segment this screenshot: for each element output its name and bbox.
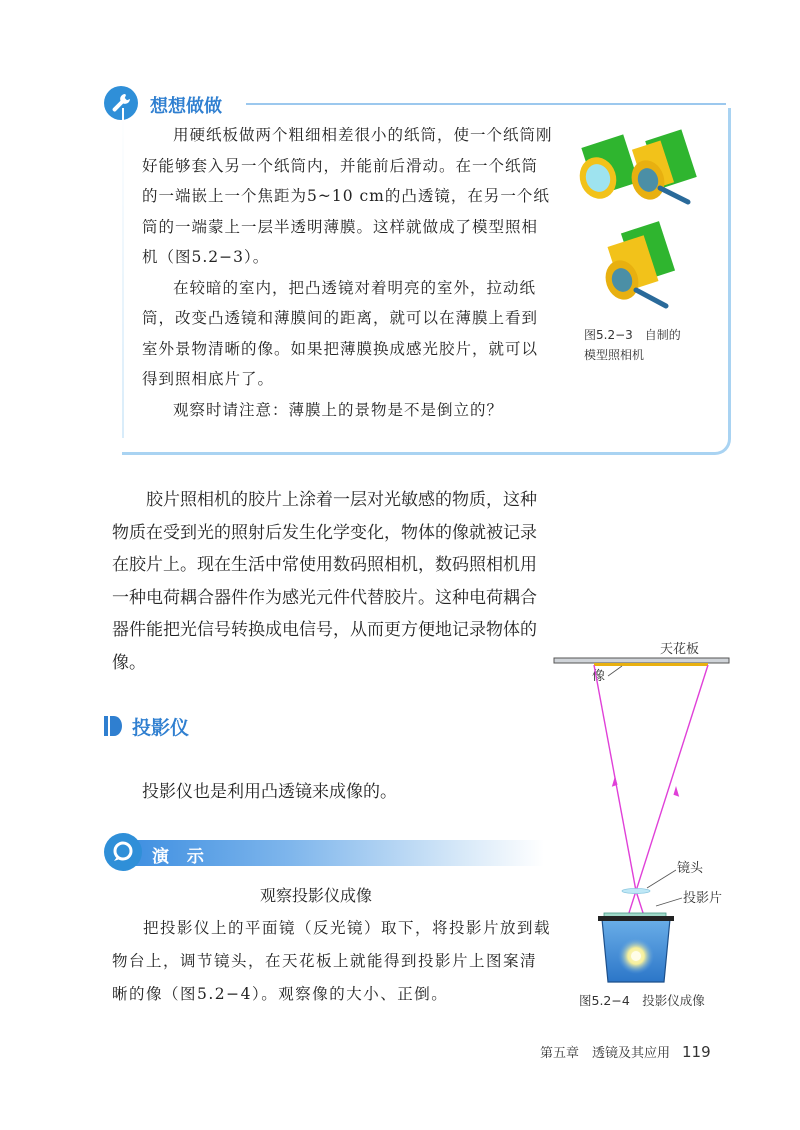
caption-line-1: 图5.2−3 自制的 — [584, 328, 681, 342]
label-lens: 镜头 — [677, 861, 704, 876]
think-do-paragraph-3: 观察时请注意：薄膜上的景物是不是倒立的？ — [173, 400, 504, 419]
demo-heading: 观察投影仪成像 — [260, 886, 373, 905]
body-paragraph: 胶片照相机的胶片上涂着一层对光敏感的物质，这种物质在受到光的照射后发生化学变化，物体的像就被记录在胶片上。现在生活中常使用数码照相机，数码照相机用一种电荷耦合器件作为感光元件代替胶片。这种电荷耦合器件能把光信号转换成电信号，从而更方便地记录物体的像。 — [112, 490, 537, 673]
ray-arrows — [610, 776, 681, 932]
think-do-title: 想想做做 — [150, 96, 222, 117]
tube-assembled — [601, 221, 675, 306]
think-do-paragraph-2: 在较暗的室内，把凸透镜对着明亮的室外，拉动纸筒，改变凸透镜和薄膜间的距离，就可以在薄膜上看到室外景物清晰的像。如果把薄膜换成感光胶片，就可以得到照相底片了。 — [142, 278, 539, 388]
body-text — [112, 484, 552, 679]
section-intro: 投影仪也是利用凸透镜来成像的。 — [142, 782, 397, 802]
projector-rim — [598, 916, 674, 921]
think-do-text — [142, 120, 554, 425]
demo-paragraph: 把投影仪上的平面镜（反光镜）取下，将投影片放到载物台上，调节镜头，在天花板上就能得到投影片上图案清晰的像（图5.2−4）。观察像的大小、正倒。 — [112, 919, 552, 1003]
label-ceiling: 天花板 — [660, 642, 700, 657]
figure-5-2-4-caption: 图5.2−4 投影仪成像 — [579, 993, 705, 1008]
ceiling — [554, 658, 729, 663]
label-slide: 投影片 — [683, 891, 723, 906]
projector-lens — [622, 889, 650, 894]
think-do-box-edge — [122, 108, 124, 438]
page-footer — [540, 1042, 711, 1061]
demo-text — [112, 912, 552, 1011]
tube-right — [627, 129, 697, 204]
caption-line-2: 模型照相机 — [584, 348, 645, 362]
figure-5-2-3-caption — [584, 325, 724, 365]
header-divider — [246, 103, 726, 105]
magnifier-icon — [104, 833, 142, 871]
demo-label: 演 示 — [152, 847, 210, 867]
section-marker-icon — [104, 716, 122, 736]
section-title: 投影仪 — [132, 717, 190, 739]
demo-header — [104, 833, 544, 871]
model-camera-figure — [574, 122, 714, 322]
page-number: 119 — [682, 1043, 711, 1061]
tube-left — [574, 134, 638, 203]
label-image: 像 — [592, 669, 606, 684]
chapter-title: 第五章 透镜及其应用 — [540, 1046, 671, 1061]
think-do-paragraph-1: 用硬纸板做两个粗细相差很小的纸筒，使一个纸筒刚好能够套入另一个纸筒内，并能前后滑动。在一个纸筒的一端嵌上一个焦距为5~10 cm的凸透镜，在另一个纸筒的一端蒙上一层半透明薄膜。这样就做成了模型照相机（图5.2−3）。 — [142, 126, 553, 266]
lamp — [631, 951, 641, 961]
projector-figure — [552, 636, 742, 988]
projected-image — [594, 663, 708, 666]
